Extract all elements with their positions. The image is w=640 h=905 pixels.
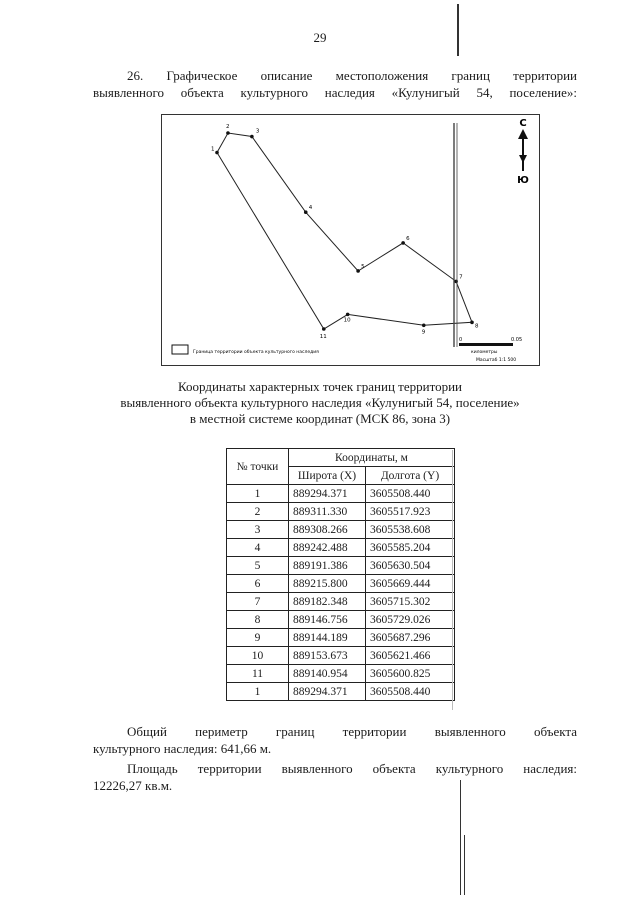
latitude-cell: 889144.189 — [289, 629, 366, 647]
boundary-point — [422, 323, 426, 327]
latitude-cell: 889182.348 — [289, 593, 366, 611]
boundary-point — [322, 327, 326, 331]
scan-artifact-line-bottom-2 — [464, 835, 465, 895]
longitude-cell: 3605729.026 — [366, 611, 455, 629]
boundary-point-label: 11 — [319, 334, 327, 340]
scale-ratio-label: Масштаб 1:1 500 — [476, 358, 517, 363]
latitude-cell: 889308.266 — [289, 521, 366, 539]
boundary-polygon-layer — [217, 133, 472, 329]
table-row — [227, 557, 455, 575]
longitude-cell: 3605508.440 — [366, 485, 455, 503]
scan-artifact-line — [457, 4, 459, 56]
point-number-cell: 8 — [227, 611, 289, 629]
legend-swatch-icon — [172, 345, 188, 354]
scale-units-label: километры — [471, 350, 498, 355]
boundary-point-label: 5 — [361, 263, 365, 270]
column-header-point: № точки — [227, 449, 289, 485]
table-row — [227, 539, 455, 557]
boundary-point — [346, 313, 350, 317]
scale-bar — [459, 337, 522, 363]
boundary-point — [215, 151, 219, 155]
point-number-cell: 1 — [227, 683, 289, 701]
boundary-point-label: 1 — [211, 146, 215, 153]
perimeter-line-2: культурного наследия: 641,66 м. — [93, 741, 272, 756]
point-number-cell: 9 — [227, 629, 289, 647]
boundary-point-label: 7 — [459, 274, 463, 281]
column-header-longitude: Долгота (Y) — [366, 467, 455, 485]
compass-south-label: Ю — [517, 175, 529, 186]
coordinates-title-line-3: в местной системе координат (МСК 86, зона 3) — [189, 411, 451, 426]
latitude-cell: 889140.954 — [289, 665, 366, 683]
column-header-coordinates: Координаты, м — [289, 449, 455, 467]
point-number-cell: 6 — [227, 575, 289, 593]
latitude-cell: 889215.800 — [289, 575, 366, 593]
boundary-point — [304, 210, 308, 214]
boundary-point-label: 10 — [343, 317, 351, 324]
coordinates-title-line-1: Координаты характерных точек границ территории — [178, 379, 462, 394]
boundary-point-label: 6 — [406, 235, 410, 242]
boundary-point-label: 9 — [421, 329, 426, 336]
perimeter-line-1: Общий периметр границ территории выявленного объекта — [127, 724, 577, 739]
boundary-point-label: 4 — [308, 205, 313, 212]
boundary-polygon — [217, 133, 472, 329]
coordinates-table — [226, 448, 455, 701]
table-row — [227, 665, 455, 683]
north-arrow-icon — [518, 129, 528, 139]
map-legend — [172, 345, 319, 355]
boundary-map — [161, 114, 540, 366]
point-number-cell: 11 — [227, 665, 289, 683]
latitude-cell: 889311.330 — [289, 503, 366, 521]
boundary-point — [470, 321, 474, 325]
scan-artifact-line-table — [452, 450, 453, 710]
boundary-point-label: 8 — [475, 323, 479, 330]
section-heading — [93, 67, 577, 101]
column-header-latitude: Широта (X) — [289, 467, 366, 485]
boundary-map-drawing — [162, 115, 539, 365]
page-number: 29 — [313, 30, 327, 45]
table-row — [227, 575, 455, 593]
latitude-cell: 889153.673 — [289, 647, 366, 665]
point-number-cell: 2 — [227, 503, 289, 521]
latitude-cell: 889242.488 — [289, 539, 366, 557]
boundary-point — [250, 135, 254, 139]
boundary-point-label: 3 — [255, 128, 260, 135]
compass-diamond-icon — [519, 155, 527, 163]
longitude-cell: 3605585.204 — [366, 539, 455, 557]
longitude-cell: 3605630.504 — [366, 557, 455, 575]
longitude-cell: 3605669.444 — [366, 575, 455, 593]
longitude-cell: 3605538.608 — [366, 521, 455, 539]
scale-bar-graphic — [459, 343, 513, 346]
area-line-2: 12226,27 кв.м. — [93, 778, 173, 793]
boundary-point — [356, 269, 360, 273]
point-number-cell: 3 — [227, 521, 289, 539]
scale-start-label: 0 — [459, 337, 463, 343]
scale-end-label: 0.05 — [511, 337, 523, 343]
boundary-point — [401, 241, 405, 245]
longitude-cell: 3605517.923 — [366, 503, 455, 521]
boundary-point-label: 2 — [225, 124, 230, 130]
longitude-cell: 3605508.440 — [366, 683, 455, 701]
scan-artifact-line-bottom — [460, 780, 461, 895]
latitude-cell: 889294.371 — [289, 683, 366, 701]
table-row — [227, 647, 455, 665]
longitude-cell: 3605687.296 — [366, 629, 455, 647]
legend-label: Граница территории объекта культурного наследия — [193, 350, 319, 355]
coordinates-title — [60, 379, 580, 427]
latitude-cell: 889146.756 — [289, 611, 366, 629]
table-row — [227, 683, 455, 701]
table-row — [227, 593, 455, 611]
area-paragraph — [93, 760, 577, 794]
longitude-cell: 3605715.302 — [366, 593, 455, 611]
longitude-cell: 3605600.825 — [366, 665, 455, 683]
coordinates-table-body — [227, 485, 455, 701]
point-number-cell: 10 — [227, 647, 289, 665]
point-number-cell: 4 — [227, 539, 289, 557]
table-row — [227, 611, 455, 629]
area-line-1: Площадь территории выявленного объекта культурного наследия: — [127, 761, 577, 776]
section-heading-line-2: выявленного объекта культурного наследия «Кулунигый 54, поселение»: — [93, 85, 577, 100]
compass — [517, 118, 529, 186]
boundary-point — [226, 131, 230, 135]
point-number-cell: 7 — [227, 593, 289, 611]
coordinates-title-line-2: выявленного объекта культурного наследия «Кулунигый 54, поселение» — [120, 395, 520, 410]
point-number-cell: 5 — [227, 557, 289, 575]
perimeter-paragraph — [93, 723, 577, 757]
point-number-cell: 1 — [227, 485, 289, 503]
table-row — [227, 521, 455, 539]
compass-north-label: С — [519, 118, 527, 129]
latitude-cell: 889294.371 — [289, 485, 366, 503]
table-row — [227, 503, 455, 521]
table-row — [227, 629, 455, 647]
boundary-points-layer — [211, 124, 479, 340]
latitude-cell: 889191.386 — [289, 557, 366, 575]
longitude-cell: 3605621.466 — [366, 647, 455, 665]
section-heading-line-1: 26. Графическое описание местоположения границ территории — [127, 68, 577, 83]
table-row — [227, 485, 455, 503]
